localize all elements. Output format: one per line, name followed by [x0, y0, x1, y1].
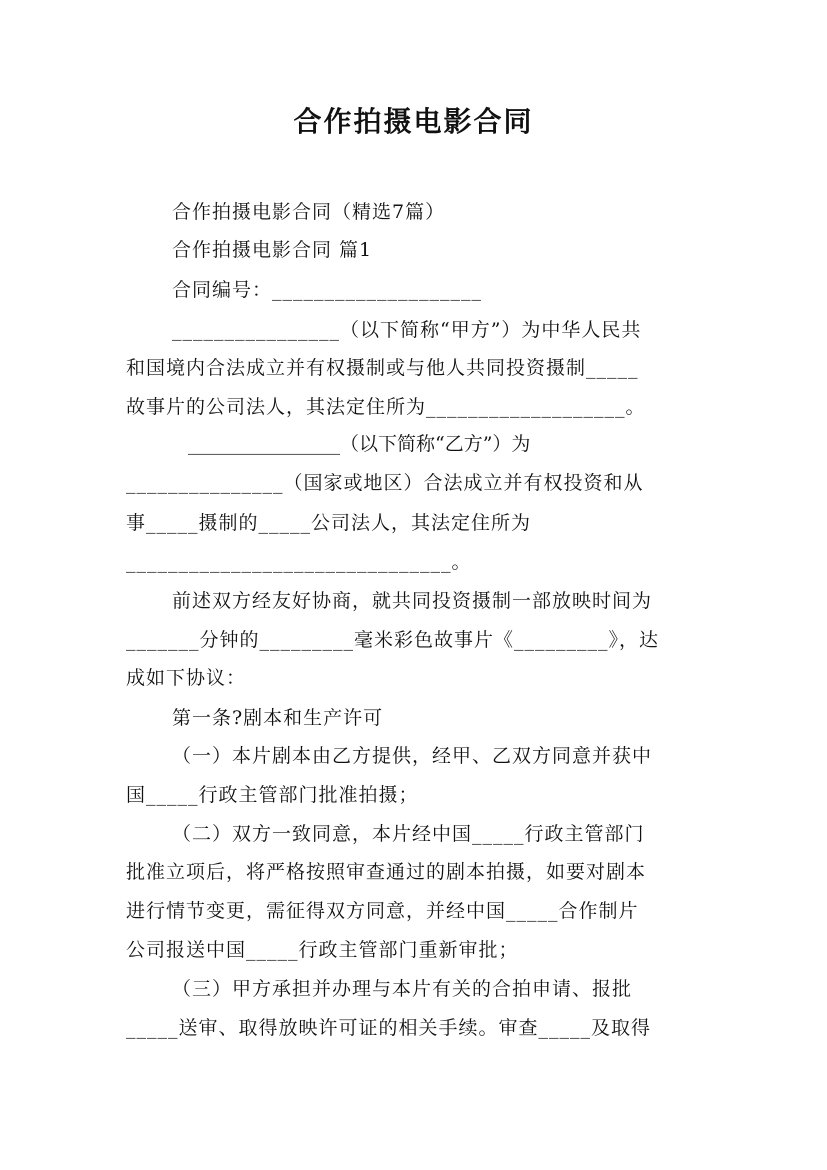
party-a-line-3: 故事片的公司法人，其法定住所为___________________。	[126, 396, 646, 418]
party-b-line-4: _______________________________。	[126, 551, 472, 573]
article-1-heading: 第一条?剧本和生产许可	[172, 707, 384, 729]
clause-1-line-1: （一）本片剧本由乙方提供，经甲、乙双方同意并获中	[172, 745, 653, 767]
clause-2-line-3: 进行情节变更，需征得双方同意，并经中国_____合作制片	[126, 900, 639, 922]
clause-2-line-2: 批准立项后，将严格按照审查通过的剧本拍摄，如要对剧本	[126, 861, 647, 883]
clause-2-line-4: 公司报送中国_____行政主管部门重新审批；	[126, 939, 519, 961]
party-a-line-1: ________________（以下简称“甲方”）为中华人民共	[172, 319, 642, 341]
chapter-heading: 合作拍摄电影合同 篇1	[172, 239, 373, 261]
clause-2-line-1: （二）双方一致同意，本片经中国_____行政主管部门	[172, 823, 645, 845]
preamble-line-3: 成如下协议：	[126, 667, 247, 689]
party-b-line-3: 事_____摄制的_____公司法人，其法定住所为	[126, 512, 532, 534]
clause-1-line-2: 国_____行政主管部门批准拍摄；	[126, 784, 419, 806]
clause-3-line-1: （三）甲方承担并办理与本片有关的合拍申请、报批	[172, 978, 633, 1000]
subtitle-line: 合作拍摄电影合同（精选7篇）	[172, 201, 446, 223]
preamble-line-1: 前述双方经友好协商，就共同投资摄制一部放映时间为	[172, 590, 653, 612]
party-b-line-1	[188, 430, 702, 458]
party-b-line-1-text: ________________（以下简称“乙方”）为	[188, 433, 531, 455]
party-b-line-2: _______________（国家或地区）合法成立并有权投资和从	[126, 472, 644, 494]
document-title: 合作拍摄电影合同	[293, 105, 534, 138]
preamble-line-2: _______分钟的_________毫米彩色故事片《_________》，达	[126, 629, 660, 651]
clause-3-line-2: _____送审、取得放映许可证的相关手续。审查_____及取得	[126, 1017, 652, 1039]
party-a-line-2: 和国境内合法成立并有权摄制或与他人共同投资摄制_____	[126, 357, 639, 379]
contract-number-line: 合同编号：____________________	[172, 279, 483, 301]
